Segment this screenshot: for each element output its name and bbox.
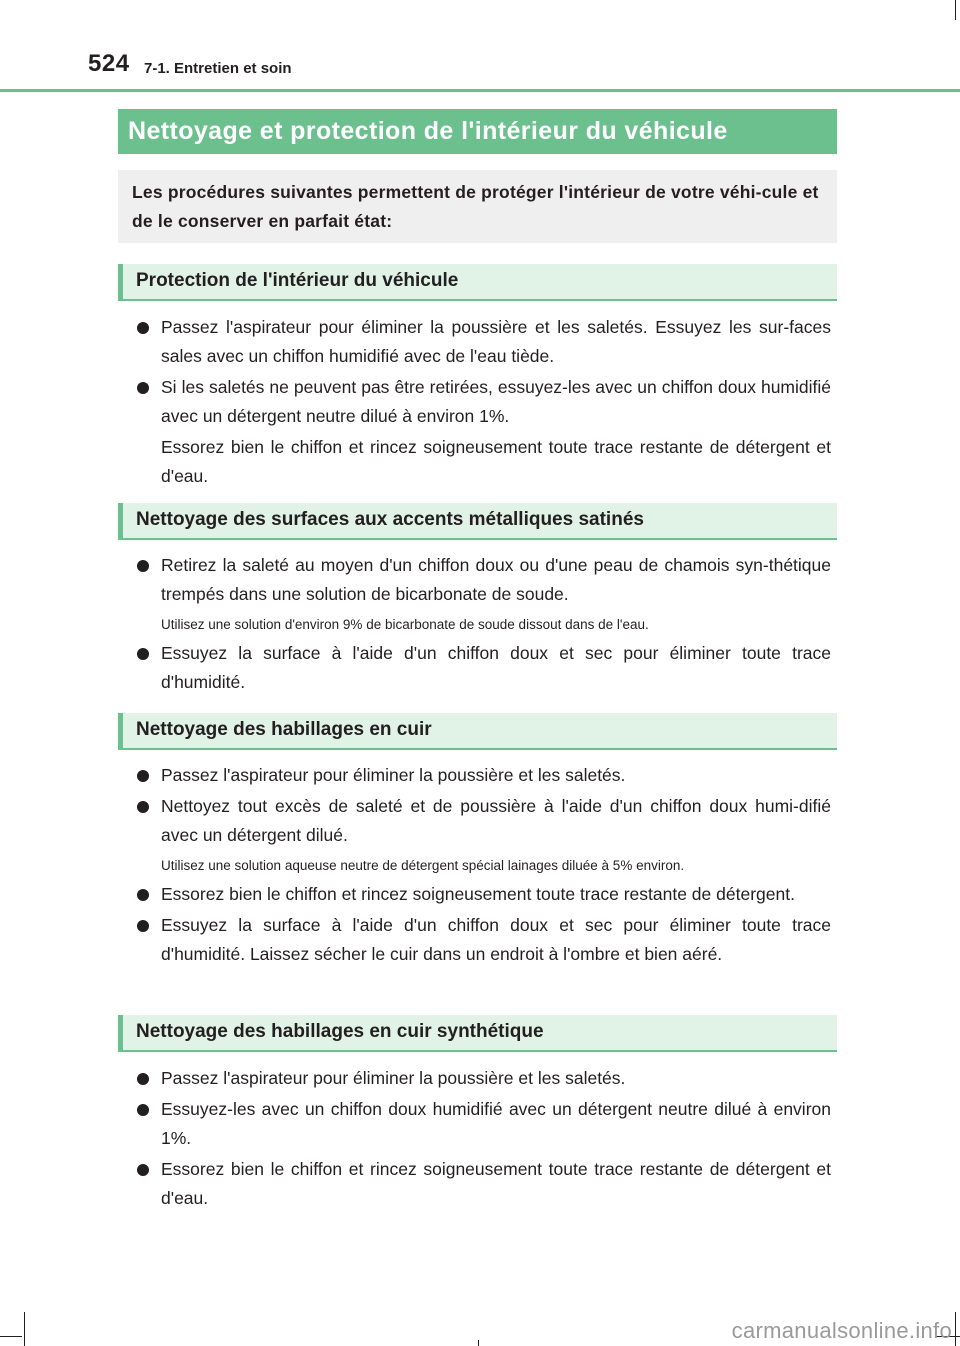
header-divider: [0, 89, 960, 92]
bullet-icon: [137, 1164, 149, 1176]
list-item-text: Nettoyez tout excès de saleté et de poussière à l'aide d'un chiffon doux humi-difié avec un détergent dilué.: [161, 796, 831, 845]
list-item: [133, 880, 831, 909]
list-item: [133, 639, 831, 697]
note-text: Utilisez une solution aqueuse neutre de détergent spécial lainages diluée à 5% environ.: [161, 858, 685, 873]
bullet-icon: [137, 648, 149, 660]
list-item-text: Passez l'aspirateur pour éliminer la poussière et les saletés. Essuyez les sur-faces sales avec un chiffon humidifié avec de l'eau tiède.: [161, 317, 831, 366]
section-heading-satin-metal: Nettoyage des surfaces aux accents métalliques satinés: [118, 503, 837, 540]
section-list-synthetic-leather: [133, 1064, 831, 1215]
list-item-text: Si les saletés ne peuvent pas être retirées, essuyez-les avec un chiffon doux humidifié avec un détergent neutre dilué à environ 1%.: [161, 377, 831, 426]
crop-mark: [24, 1312, 25, 1346]
list-item: [133, 1095, 831, 1153]
watermark: carmanualsonline.info: [731, 1318, 952, 1343]
list-item: [133, 313, 831, 371]
list-item: [133, 761, 831, 790]
bullet-icon: [137, 1104, 149, 1116]
bullet-icon: [137, 1073, 149, 1085]
crop-mark: [478, 1340, 479, 1346]
section-heading-interior-protection: Protection de l'intérieur du véhicule: [118, 264, 837, 301]
page-title: Nettoyage et protection de l'intérieur du véhicule: [118, 109, 837, 154]
list-item-text: Essuyez-les avec un chiffon doux humidifié avec un détergent neutre dilué à environ 1%.: [161, 1099, 831, 1148]
list-item: [133, 373, 831, 431]
bullet-icon: [137, 560, 149, 572]
list-item: [133, 792, 831, 850]
bullet-icon: [137, 801, 149, 813]
crop-mark: [0, 1336, 22, 1337]
list-item-text: Passez l'aspirateur pour éliminer la poussière et les saletés.: [161, 1068, 626, 1088]
section-list-leather: [133, 761, 831, 971]
bullet-icon: [137, 889, 149, 901]
note-text: Utilisez une solution d'environ 9% de bicarbonate de soude dissout dans de l'eau.: [161, 617, 649, 632]
page-number: 524: [88, 50, 130, 77]
list-item: [133, 1064, 831, 1093]
list-item-text: Essorez bien le chiffon et rincez soigneusement toute trace restante de détergent.: [161, 884, 795, 904]
section-reference: 7-1. Entretien et soin: [144, 60, 292, 77]
list-item-text: Essuyez la surface à l'aide d'un chiffon doux et sec pour éliminer toute trace d'humidité.: [161, 643, 831, 692]
bullet-icon: [137, 920, 149, 932]
section-list-satin-metal: [133, 551, 831, 699]
section-list-interior-protection: [133, 313, 831, 491]
list-item: [133, 1155, 831, 1213]
crop-mark: [955, 1312, 956, 1346]
list-item-text: Passez l'aspirateur pour éliminer la poussière et les saletés.: [161, 765, 626, 785]
list-item-text: Essuyez la surface à l'aide d'un chiffon doux et sec pour éliminer toute trace d'humidité. Laissez sécher le cuir dans un endroit à l'ombre et bien aéré.: [161, 915, 831, 964]
list-item-text: Essorez bien le chiffon et rincez soigneusement toute trace restante de détergent et d'eau.: [161, 1159, 831, 1208]
bullet-icon: [137, 770, 149, 782]
bullet-icon: [137, 382, 149, 394]
section-heading-leather: Nettoyage des habillages en cuir: [118, 713, 837, 750]
list-item: [133, 911, 831, 969]
page-header: [0, 0, 960, 100]
list-item: [133, 551, 831, 609]
intro-paragraph: Les procédures suivantes permettent de protéger l'intérieur de votre véhi-cule et de le conserver en parfait état:: [118, 170, 837, 243]
crop-mark: [955, 0, 956, 20]
list-item-continuation: Essorez bien le chiffon et rincez soigneusement toute trace restante de détergent et d'eau.: [161, 437, 831, 486]
bullet-icon: [137, 322, 149, 334]
list-item-text: Retirez la saleté au moyen d'un chiffon doux ou d'une peau de chamois syn-thétique trempés dans une solution de bicarbonate de soude.: [161, 555, 831, 604]
section-heading-synthetic-leather: Nettoyage des habillages en cuir synthétique: [118, 1015, 837, 1052]
